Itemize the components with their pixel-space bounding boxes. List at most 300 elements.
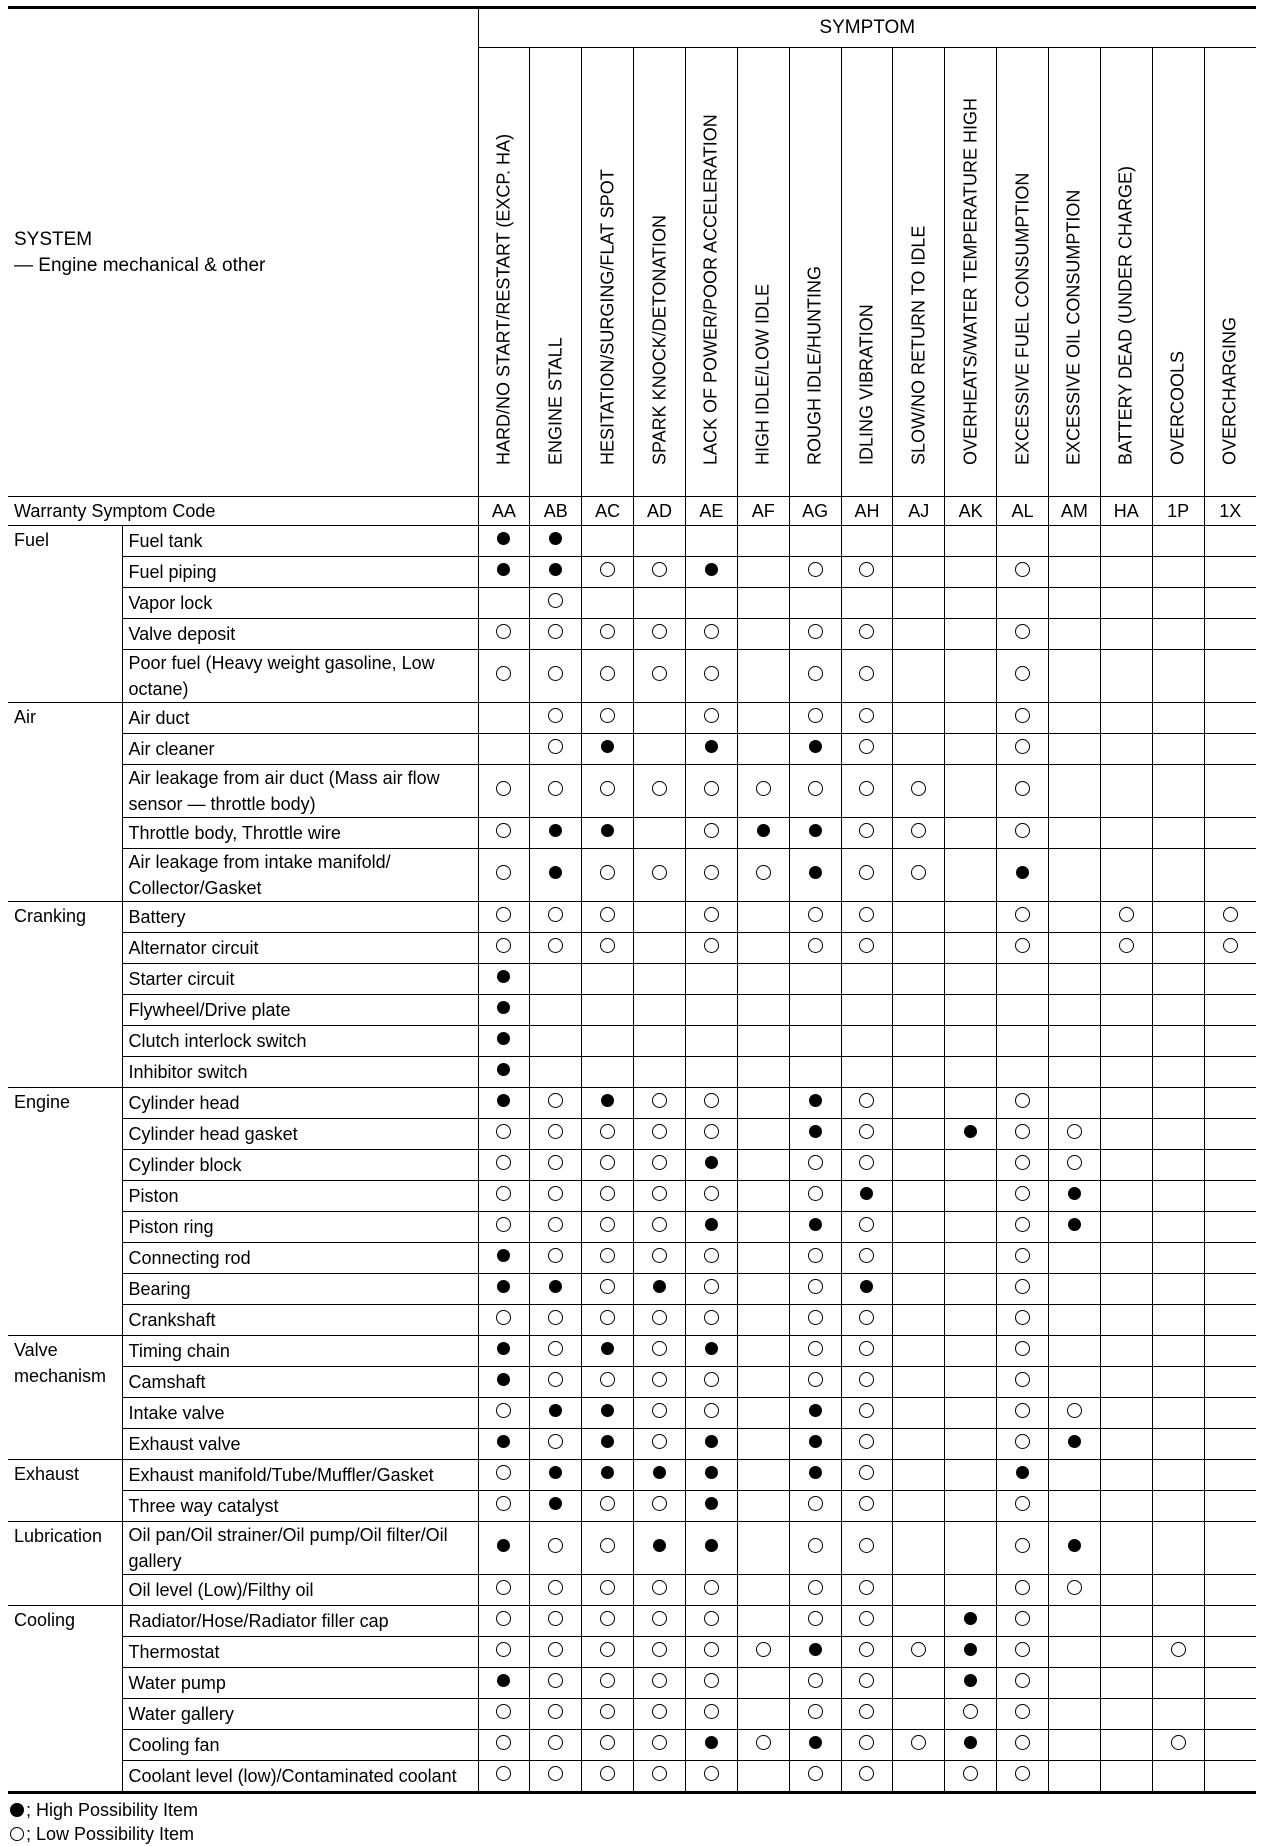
matrix-cell [634,1699,686,1730]
matrix-cell [478,1088,530,1119]
low-possibility-icon [548,1704,563,1719]
matrix-cell [582,1181,634,1212]
matrix-cell [737,1336,789,1367]
matrix-cell [945,1491,997,1522]
matrix-cell [997,526,1049,557]
matrix-cell [478,1668,530,1699]
low-possibility-icon [704,1093,719,1108]
matrix-cell [1048,1026,1100,1057]
matrix-cell [634,1398,686,1429]
high-possibility-icon [653,1539,666,1552]
matrix-cell [582,1637,634,1668]
symptom-code: AL [997,497,1049,526]
matrix-cell [1152,1575,1204,1606]
matrix-cell [789,1637,841,1668]
matrix-cell [685,1088,737,1119]
low-possibility-icon [704,1248,719,1263]
system-category: Valve mechanism [8,1336,122,1460]
matrix-cell [997,703,1049,734]
low-possibility-icon [600,1580,615,1595]
matrix-cell [1204,1429,1256,1460]
matrix-cell [530,526,582,557]
low-possibility-icon [1015,1434,1030,1449]
high-possibility-icon [964,1736,977,1749]
low-possibility-icon [808,1704,823,1719]
matrix-cell [997,1398,1049,1429]
symptom-column-header [1204,48,1256,497]
high-possibility-icon [549,563,562,576]
high-possibility-icon [1068,1539,1081,1552]
matrix-cell [893,1274,945,1305]
matrix-cell [737,734,789,765]
symptom-label: SPARK KNOCK/DETONATION [649,214,669,465]
low-possibility-icon [1015,1093,1030,1108]
low-possibility-icon [704,1372,719,1387]
matrix-cell [1152,1460,1204,1491]
matrix-cell [789,1057,841,1088]
high-possibility-icon [601,1435,614,1448]
matrix-cell [1048,995,1100,1026]
matrix-cell [945,818,997,849]
matrix-cell [841,619,893,650]
matrix-cell [530,818,582,849]
matrix-cell [997,1460,1049,1491]
table-row [8,1761,1256,1793]
matrix-cell [1204,964,1256,995]
low-possibility-icon [652,1310,667,1325]
matrix-cell [893,1088,945,1119]
matrix-cell [893,1212,945,1243]
matrix-cell [1152,1057,1204,1088]
matrix-cell [1100,1429,1152,1460]
matrix-cell [789,1429,841,1460]
matrix-cell [1100,1150,1152,1181]
matrix-cell [685,1761,737,1793]
matrix-cell [478,650,530,703]
matrix-cell [893,588,945,619]
matrix-cell [945,1522,997,1575]
matrix-cell [634,1305,686,1336]
matrix-cell [945,526,997,557]
matrix-cell [478,588,530,619]
symptom-label: SLOW/NO RETURN TO IDLE [908,225,929,465]
high-possibility-icon [549,1280,562,1293]
matrix-cell [634,557,686,588]
matrix-cell [893,933,945,964]
low-possibility-icon [600,1766,615,1781]
low-possibility-icon [548,1186,563,1201]
high-possibility-icon [809,740,822,753]
system-item: Oil level (Low)/Filthy oil [122,1575,478,1606]
low-possibility-icon [704,1673,719,1688]
low-possibility-icon [808,1673,823,1688]
matrix-cell [478,964,530,995]
matrix-cell [789,1088,841,1119]
high-possibility-icon [809,1643,822,1656]
matrix-cell [634,703,686,734]
matrix-cell [1204,1057,1256,1088]
matrix-cell [685,1274,737,1305]
matrix-cell [997,964,1049,995]
system-item: Battery [122,902,478,933]
matrix-cell [893,650,945,703]
matrix-cell [530,933,582,964]
matrix-cell [1100,1367,1152,1398]
symptom-column-header [1100,48,1152,497]
matrix-cell [1204,650,1256,703]
matrix-cell [841,765,893,818]
matrix-cell [478,1637,530,1668]
low-possibility-icon [859,1217,874,1232]
matrix-cell [1048,1367,1100,1398]
low-possibility-icon [548,1372,563,1387]
low-possibility-icon [496,1642,511,1657]
matrix-cell [530,1730,582,1761]
matrix-cell [1152,1398,1204,1429]
matrix-cell [789,849,841,902]
matrix-cell [841,1088,893,1119]
matrix-cell [582,1305,634,1336]
matrix-cell [997,933,1049,964]
low-possibility-icon [600,1248,615,1263]
table-row [8,849,1256,902]
matrix-cell [685,1398,737,1429]
symptom-column-header [530,48,582,497]
matrix-cell [789,1460,841,1491]
matrix-cell [478,933,530,964]
high-possibility-icon [705,1342,718,1355]
matrix-cell [789,1305,841,1336]
matrix-cell [893,1119,945,1150]
legend-low [10,1822,1256,1846]
low-possibility-icon [704,1403,719,1418]
low-possibility-icon [496,666,511,681]
matrix-cell [997,1637,1049,1668]
high-possibility-icon [1016,866,1029,879]
matrix-cell [634,734,686,765]
high-possibility-icon [549,824,562,837]
matrix-cell [478,1367,530,1398]
system-item: Intake valve [122,1398,478,1429]
symptom-column-header [685,48,737,497]
low-possibility-icon [600,1217,615,1232]
matrix-cell [945,734,997,765]
matrix-cell [530,557,582,588]
matrix-cell [841,1057,893,1088]
matrix-cell [582,1761,634,1793]
matrix-cell [1152,1026,1204,1057]
matrix-cell [685,1491,737,1522]
high-possibility-icon [549,866,562,879]
matrix-cell [997,1575,1049,1606]
legend-high-label: ; High Possibility Item [26,1799,199,1820]
matrix-cell [997,1429,1049,1460]
matrix-cell [1152,1730,1204,1761]
system-item: Oil pan/Oil strainer/Oil pump/Oil filter/Oil gallery [122,1522,478,1575]
matrix-cell [478,1730,530,1761]
table-row [8,734,1256,765]
matrix-cell [634,619,686,650]
high-possibility-icon [1068,1187,1081,1200]
matrix-cell [997,902,1049,933]
low-possibility-icon [808,907,823,922]
table-row [8,1637,1256,1668]
system-item: Exhaust manifold/Tube/Muffler/Gasket [122,1460,478,1491]
system-category: Cooling [8,1606,122,1793]
matrix-cell [1204,1699,1256,1730]
low-possibility-icon [859,1341,874,1356]
low-possibility-icon [859,1611,874,1626]
table-row [8,933,1256,964]
low-possibility-icon [859,708,874,723]
matrix-cell [1204,765,1256,818]
matrix-cell [530,1575,582,1606]
low-possibility-icon [652,865,667,880]
matrix-cell [945,1243,997,1274]
low-possibility-icon [496,1155,511,1170]
matrix-cell [1048,1761,1100,1793]
matrix-cell [1204,1274,1256,1305]
symptom-code: AK [945,497,997,526]
low-possibility-icon [600,1538,615,1553]
low-possibility-icon [808,1155,823,1170]
matrix-cell [737,1367,789,1398]
system-item: Clutch interlock switch [122,1026,478,1057]
system-item: Connecting rod [122,1243,478,1274]
symptom-label: LACK OF POWER/POOR ACCELERATION [700,114,721,465]
matrix-cell [1152,1243,1204,1274]
matrix-cell [945,995,997,1026]
matrix-cell [893,1637,945,1668]
matrix-cell [582,1575,634,1606]
matrix-cell [789,526,841,557]
matrix-cell [1048,933,1100,964]
matrix-cell [478,557,530,588]
matrix-cell [997,1699,1049,1730]
matrix-cell [1048,650,1100,703]
low-possibility-icon [704,1766,719,1781]
legend [8,1798,1256,1846]
matrix-cell [1152,650,1204,703]
matrix-cell [737,1119,789,1150]
matrix-cell [530,1522,582,1575]
matrix-cell [1100,933,1152,964]
matrix-cell [1204,902,1256,933]
matrix-cell [893,703,945,734]
matrix-cell [1048,1119,1100,1150]
low-possibility-icon [1015,1124,1030,1139]
matrix-cell [1100,1274,1152,1305]
symptom-code: AG [789,497,841,526]
matrix-cell [530,734,582,765]
matrix-cell [685,1637,737,1668]
system-category: Engine [8,1088,122,1336]
matrix-cell [789,1367,841,1398]
low-possibility-icon [600,1186,615,1201]
low-possibility-icon [1223,938,1238,953]
high-possibility-icon [964,1674,977,1687]
matrix-cell [1048,849,1100,902]
matrix-cell [582,703,634,734]
matrix-cell [1048,526,1100,557]
matrix-cell [1048,1243,1100,1274]
matrix-cell [789,964,841,995]
matrix-cell [530,1212,582,1243]
matrix-cell [737,964,789,995]
matrix-cell [997,765,1049,818]
low-possibility-icon [652,1186,667,1201]
low-possibility-icon [652,562,667,577]
matrix-cell [1048,1336,1100,1367]
low-possibility-icon [808,1341,823,1356]
low-possibility-icon [1067,1580,1082,1595]
matrix-cell [737,849,789,902]
matrix-cell [1100,1522,1152,1575]
matrix-cell [685,964,737,995]
matrix-cell [634,1606,686,1637]
high-possibility-icon [601,740,614,753]
high-possibility-icon [497,1001,510,1014]
matrix-cell [1048,1398,1100,1429]
matrix-cell [945,588,997,619]
matrix-cell [685,1699,737,1730]
symptom-code: AH [841,497,893,526]
matrix-cell [1204,619,1256,650]
matrix-cell [1048,1522,1100,1575]
low-possibility-icon [496,1124,511,1139]
matrix-cell [582,1274,634,1305]
low-possibility-icon [600,562,615,577]
matrix-cell [1100,1336,1152,1367]
matrix-cell [1048,1088,1100,1119]
matrix-cell [1204,818,1256,849]
matrix-cell [685,1119,737,1150]
symptom-column-header [789,48,841,497]
matrix-cell [893,1336,945,1367]
high-possibility-icon [860,1187,873,1200]
system-item: Air leakage from intake manifold/ Collector/Gasket [122,849,478,902]
matrix-cell [789,1026,841,1057]
matrix-cell [1152,818,1204,849]
symptom-column-header [997,48,1049,497]
high-possibility-icon [809,1736,822,1749]
low-possibility-icon [1119,907,1134,922]
high-possibility-icon [705,1539,718,1552]
system-item: Air leakage from air duct (Mass air flow sensor — throttle body) [122,765,478,818]
matrix-cell [582,588,634,619]
matrix-cell [478,1460,530,1491]
matrix-cell [478,1243,530,1274]
table-row [8,1668,1256,1699]
matrix-cell [789,818,841,849]
matrix-cell [1152,1761,1204,1793]
high-possibility-icon [497,1249,510,1262]
system-category: Air [8,703,122,902]
matrix-cell [1048,557,1100,588]
matrix-cell [634,1212,686,1243]
matrix-cell [997,557,1049,588]
matrix-cell [634,1730,686,1761]
matrix-cell [478,1150,530,1181]
low-possibility-icon [652,1735,667,1750]
matrix-cell [478,1606,530,1637]
low-possibility-icon [1015,666,1030,681]
matrix-cell [1152,765,1204,818]
low-possibility-icon [600,1496,615,1511]
matrix-cell [582,557,634,588]
matrix-cell [478,1575,530,1606]
matrix-cell [1100,1606,1152,1637]
matrix-cell [530,1398,582,1429]
low-possibility-icon [1015,1279,1030,1294]
matrix-cell [478,1491,530,1522]
symptom-code: AE [685,497,737,526]
matrix-cell [1152,1088,1204,1119]
matrix-cell [685,1150,737,1181]
table-row [8,1119,1256,1150]
matrix-cell [841,1761,893,1793]
matrix-cell [789,1491,841,1522]
matrix-cell [530,849,582,902]
matrix-cell [789,734,841,765]
low-possibility-icon [600,1673,615,1688]
matrix-cell [685,1181,737,1212]
matrix-cell [634,526,686,557]
low-possibility-icon [911,1735,926,1750]
matrix-cell [685,1522,737,1575]
table-row [8,1305,1256,1336]
system-item: Radiator/Hose/Radiator filler cap [122,1606,478,1637]
matrix-cell [1048,1274,1100,1305]
low-possibility-icon [548,1642,563,1657]
matrix-cell [530,1243,582,1274]
high-possibility-icon [497,1032,510,1045]
matrix-cell [737,1305,789,1336]
low-possibility-icon [652,1403,667,1418]
symptom-column-header [737,48,789,497]
low-possibility-icon [1015,1673,1030,1688]
matrix-cell [1100,526,1152,557]
low-possibility-icon [859,1580,874,1595]
matrix-cell [1204,734,1256,765]
matrix-cell [1100,703,1152,734]
high-possibility-icon [705,563,718,576]
matrix-cell [841,1637,893,1668]
low-possibility-icon [496,823,511,838]
low-possibility-icon [1015,938,1030,953]
matrix-cell [997,1088,1049,1119]
table-row [8,1730,1256,1761]
matrix-cell [1152,1212,1204,1243]
matrix-cell [1100,1460,1152,1491]
low-possibility-icon [859,1310,874,1325]
low-possibility-icon [1171,1735,1186,1750]
matrix-cell [841,1699,893,1730]
matrix-cell [685,1606,737,1637]
matrix-cell [893,995,945,1026]
high-possibility-icon [497,1539,510,1552]
matrix-cell [997,1150,1049,1181]
matrix-cell [530,765,582,818]
matrix-cell [945,1668,997,1699]
matrix-cell [841,588,893,619]
low-possibility-icon [1015,562,1030,577]
matrix-cell [478,734,530,765]
low-possibility-icon [1015,624,1030,639]
matrix-cell [685,1243,737,1274]
high-possibility-icon [497,1435,510,1448]
matrix-cell [685,619,737,650]
